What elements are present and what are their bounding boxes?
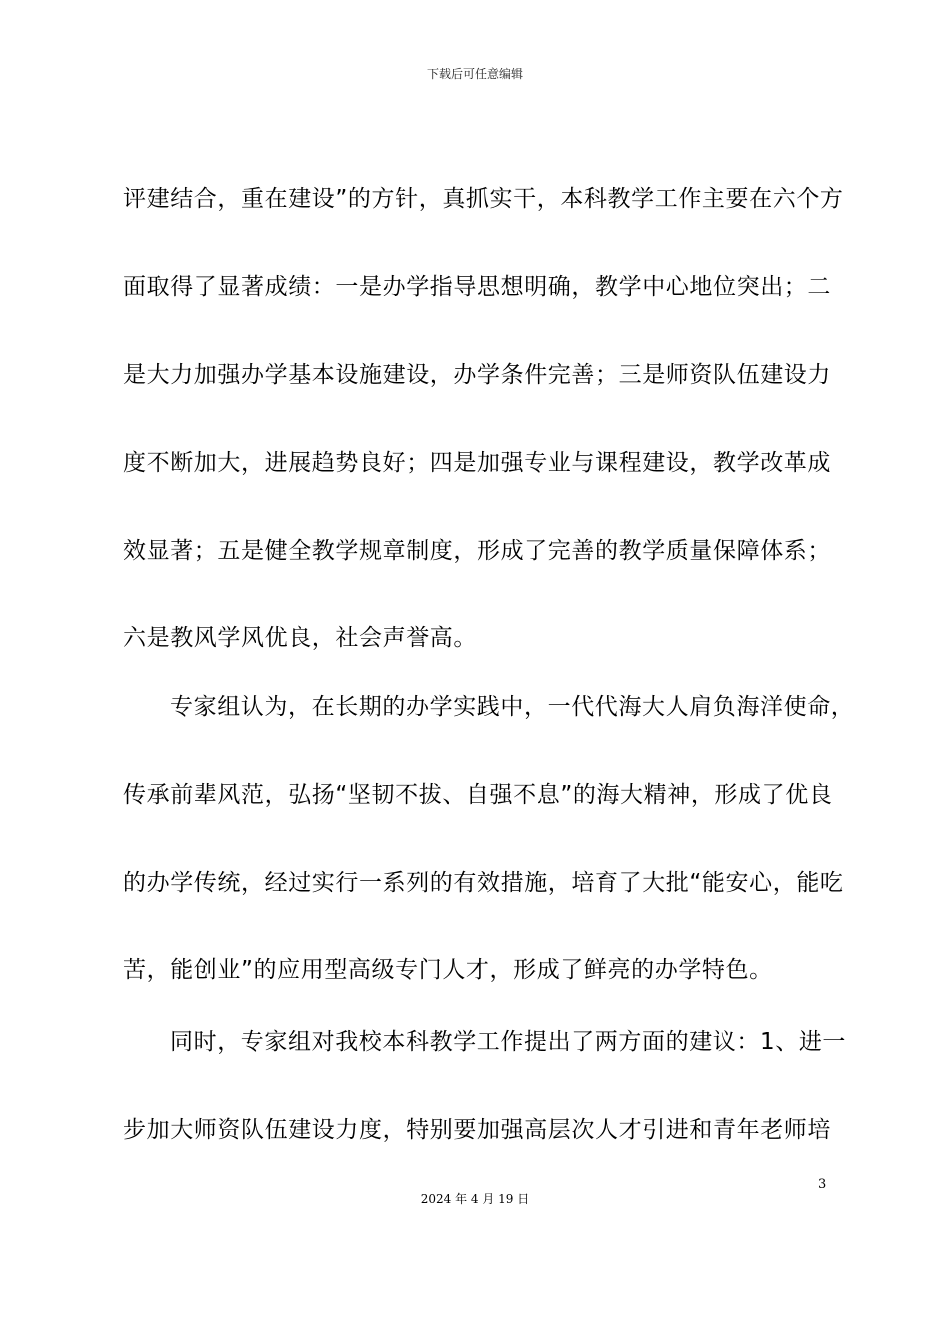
paragraph-2-line-4: 苦，能创业”的应用型高级专门人才，形成了鲜亮的办学特色。 bbox=[123, 957, 773, 983]
footer-date: 2024 年 4 月 19 日 bbox=[420, 1192, 530, 1206]
page-number: 3 bbox=[818, 1177, 827, 1192]
paragraph-3-line-2: 步加大师资队伍建设力度，特别要加强高层次人才引进和青年老师培 bbox=[123, 1117, 831, 1143]
header-note: 下载后可任意编辑 bbox=[426, 67, 523, 81]
body-line-6: 六是教风学风优良，社会声誉高。 bbox=[123, 625, 477, 651]
paragraph-2-line-1: 专家组认为，在长期的办学实践中，一代代海大人肩负海洋使命， bbox=[170, 694, 855, 720]
paragraph-3-line-1: 同时，专家组对我校本科教学工作提出了两方面的建议：1、进一 bbox=[170, 1029, 847, 1055]
body-line-3: 是大力加强办学基本设施建设，办学条件完善；三是师资队伍建设力 bbox=[123, 362, 831, 388]
body-line-2: 面取得了显著成绩：一是办学指导思想明确，教学中心地位突出；二 bbox=[123, 274, 831, 300]
paragraph-2-line-3: 的办学传统，经过实行一系列的有效措施，培育了大批“能安心，能吃 bbox=[123, 870, 844, 896]
body-line-4: 度不断加大，进展趋势良好；四是加强专业与课程建设，教学改革成 bbox=[123, 450, 831, 476]
paragraph-2-line-2: 传承前辈风范，弘扬“坚韧不拔、自强不息”的海大精神，形成了优良 bbox=[123, 782, 833, 808]
body-line-1: 评建结合，重在建设”的方针，真抓实干，本科教学工作主要在六个方 bbox=[123, 186, 844, 212]
body-line-5: 效显著；五是健全教学规章制度，形成了完善的教学质量保障体系； bbox=[123, 538, 831, 564]
